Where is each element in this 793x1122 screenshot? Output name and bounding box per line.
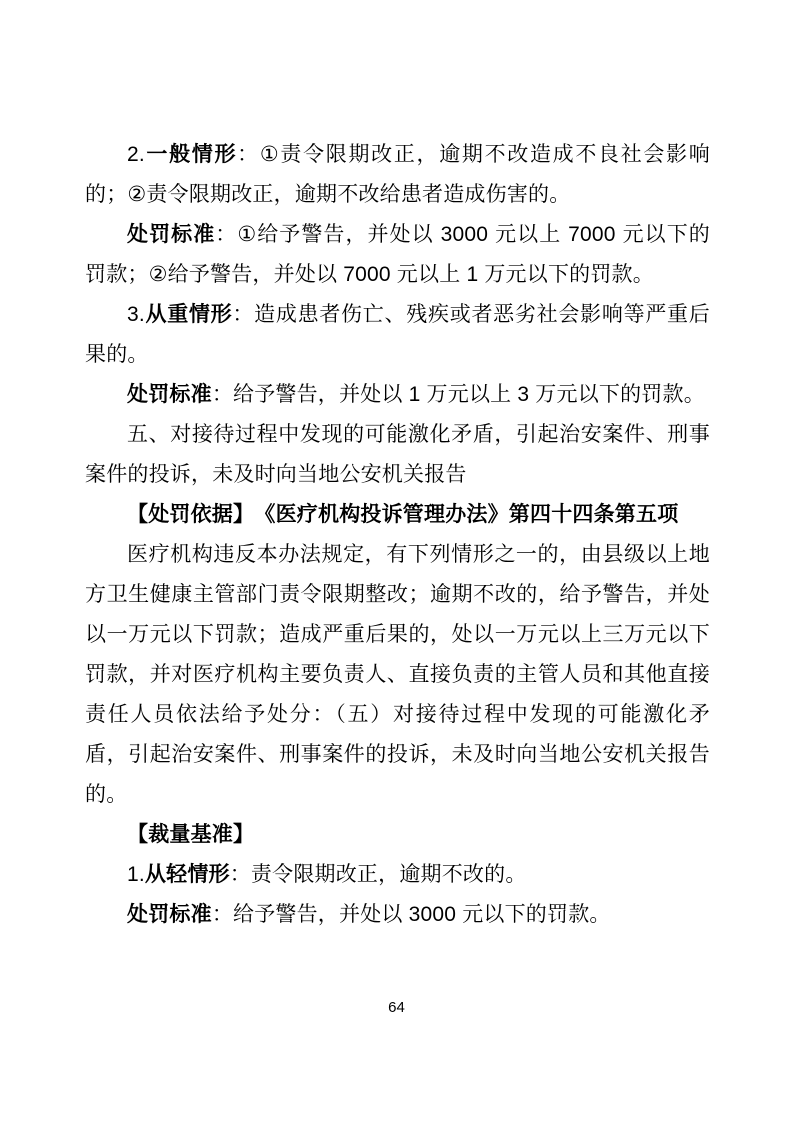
paragraph bbox=[85, 815, 710, 855]
text-run: 【处罚依据】 《医疗机构投诉管理办法》第四十四条第五项 bbox=[127, 503, 679, 526]
text-run: 医疗机构违反本办法规定，有下列情形之一的，由县级以上地方卫生健康主管部门责令限期整改；逾期不改的，给予警告，并处以一万元以下罚款；造成严重后果的，处以一万元以上三万元以下罚款，并对医疗机构主要负责人、直接负责的主管人员和其他直接责任人员依法给予处分：（五）对接待过程中发现的可能激化矛盾，引起治安案件、刑事案件的投诉，未及时向当地公安机关报告的。 bbox=[85, 543, 710, 806]
paragraph bbox=[85, 855, 710, 895]
paragraph bbox=[85, 215, 710, 295]
paragraph bbox=[85, 415, 710, 495]
text-run: ：①责令限期改正，逾期不改造成不良社会影响的；②责令限期改正，逾期不改给患者造成伤害的。 bbox=[85, 143, 710, 206]
document-body bbox=[85, 135, 710, 935]
text-run: ：造成患者伤亡、残疾或者恶劣社会影响等严重后果的。 bbox=[85, 303, 710, 366]
text-run: 2. bbox=[127, 143, 145, 166]
paragraph bbox=[85, 295, 710, 375]
paragraph bbox=[85, 895, 710, 935]
paragraph bbox=[85, 375, 710, 415]
text-run: 从轻情形 bbox=[144, 863, 230, 886]
text-run: 3. bbox=[127, 303, 145, 326]
text-run: 处罚标准 bbox=[127, 223, 216, 246]
text-run: ：给予警告，并处以 1 万元以上 3 万元以下的罚款。 bbox=[211, 383, 705, 406]
paragraph bbox=[85, 495, 710, 535]
text-run: 处罚标准 bbox=[127, 383, 212, 406]
text-run: 一般情形 bbox=[144, 143, 238, 166]
text-run: 【裁量基准】 bbox=[127, 823, 255, 846]
text-run: 处罚标准 bbox=[127, 903, 212, 926]
text-run: 1. bbox=[127, 863, 145, 886]
page-number: 64 bbox=[388, 999, 405, 1016]
text-run: ：给予警告，并处以 3000 元以下的罚款。 bbox=[211, 903, 611, 926]
text-run: ：责令限期改正，逾期不改的。 bbox=[229, 863, 527, 886]
text-run: 从重情形 bbox=[144, 303, 233, 326]
paragraph bbox=[85, 135, 710, 215]
text-run: ：①给予警告，并处以 3000 元以上 7000 元以下的罚款；②给予警告，并处以 7000 元以上 1 万元以下的罚款。 bbox=[85, 223, 710, 286]
paragraph bbox=[85, 535, 710, 815]
text-run: 五、对接待过程中发现的可能激化矛盾，引起治安案件、刑事案件的投诉，未及时向当地公安机关报告 bbox=[85, 423, 710, 486]
